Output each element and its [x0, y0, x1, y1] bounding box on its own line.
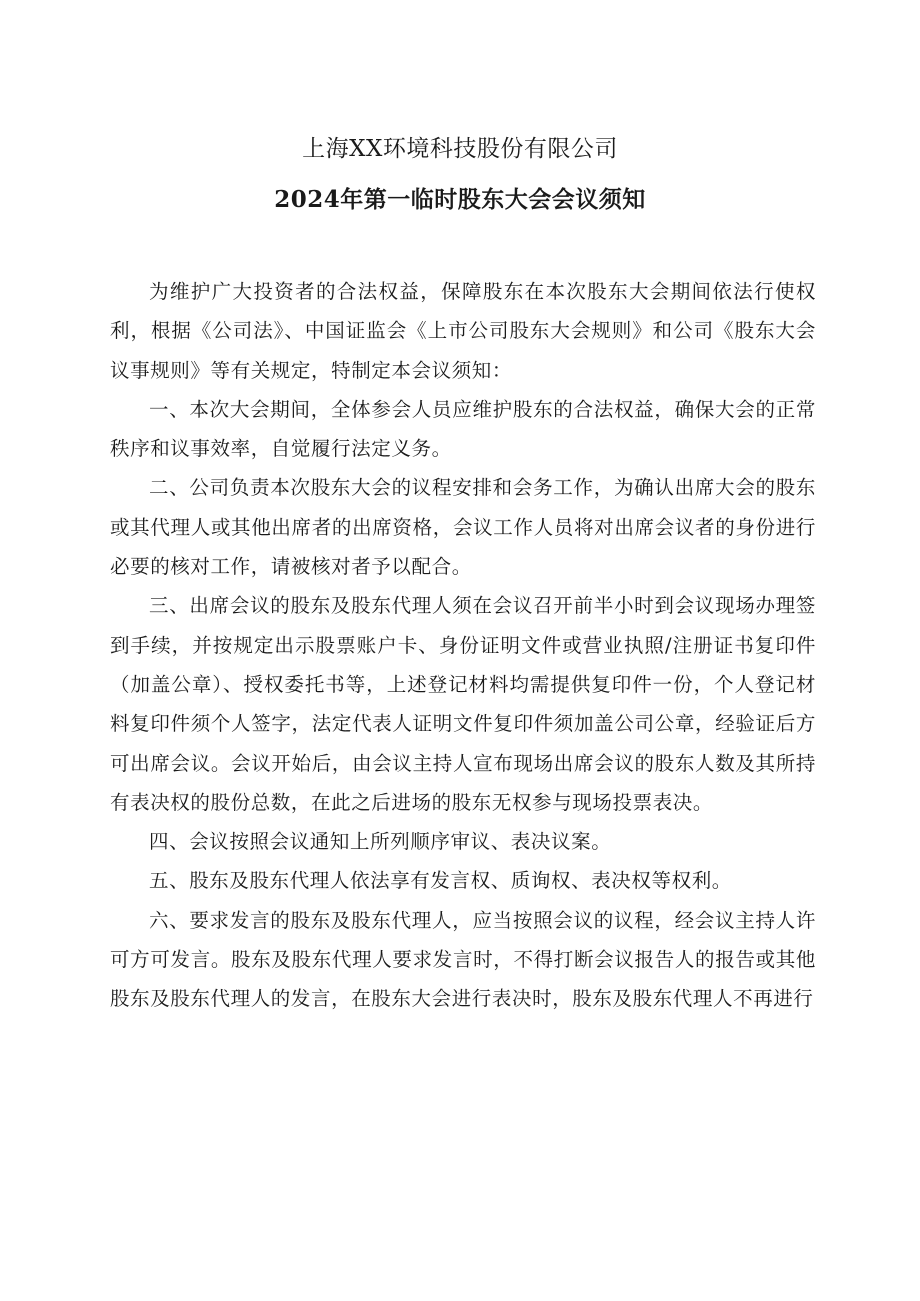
paragraph-item-4: 四、会议按照会议通知上所列顺序审议、表决议案。: [149, 830, 612, 854]
paragraph-item-2: 二、公司负责本次股东大会的议程安排和会务工作，为确认出席大会的股东或其代理人或其他出席者的出席资格，会议工作人员将对出席会议者的身份进行必要的核对工作，请被核对者予以配合。: [110, 476, 816, 579]
paragraph-item-5: 五、股东及股东代理人依法享有发言权、质询权、表决权等权利。: [149, 869, 732, 893]
meeting-notice-title: 2024年第一临时股东大会会议须知: [274, 186, 646, 213]
document-body: [110, 272, 816, 1019]
paragraph-item-6: 六、要求发言的股东及股东代理人，应当按照会议的议程，经会议主持人许可方可发言。股东及股东代理人要求发言时，不得打断会议报告人的报告或其他股东及股东代理人的发言，在股东大会进行表决时，股东及股东代理人不再进行: [110, 908, 816, 1011]
company-name-title: 上海XX环境科技股份有限公司: [302, 136, 618, 162]
paragraph-item-1: 一、本次大会期间，全体参会人员应维护股东的合法权益，确保大会的正常秩序和议事效率，自觉履行法定义务。: [110, 397, 816, 461]
paragraph-item-3: 三、出席会议的股东及股东代理人须在会议召开前半小时到会议现场办理签到手续，并按规定出示股票账户卡、身份证明文件或营业执照/注册证书复印件（加盖公章）、授权委托书等，上述登记材料均需提供复印件一份，个人登记材料复印件须个人签字，法定代表人证明文件复印件须加盖公司公章，经验证后方可出席会议。会议开始后，由会议主持人宣布现场出席会议的股东人数及其所持有表决权的股份总数，在此之后进场的股东无权参与现场投票表决。: [110, 594, 816, 814]
paragraph-intro: 为维护广大投资者的合法权益，保障股东在本次股东大会期间依法行使权利，根据《公司法》、中国证监会《上市公司股东大会规则》和公司《股东大会议事规则》等有关规定，特制定本会议须知：: [110, 280, 816, 382]
